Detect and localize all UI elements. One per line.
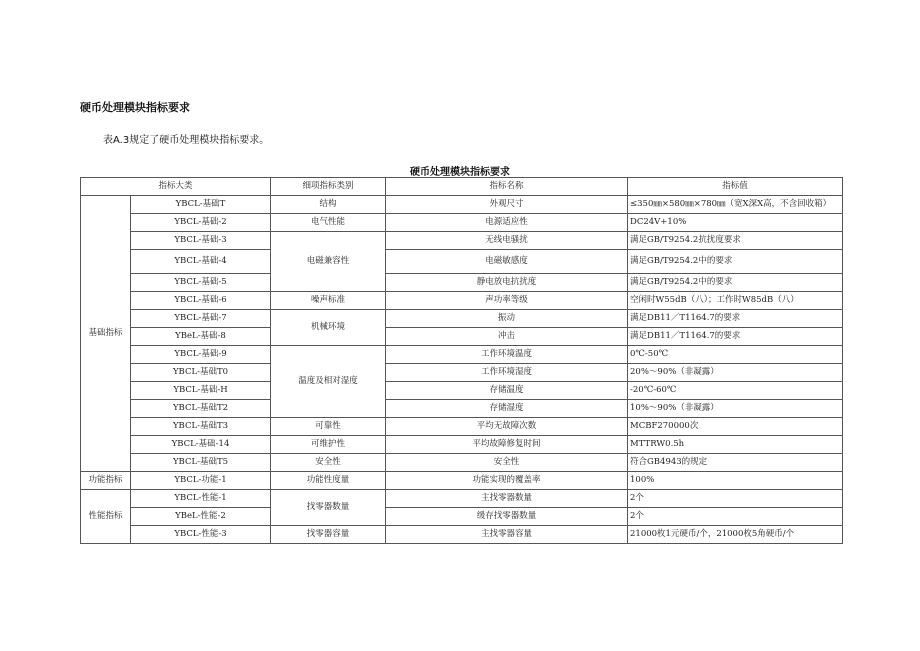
row-value: 满足GB/T9254.2中的要求 [628,250,843,274]
table-row [81,472,843,490]
table-row [81,214,843,232]
header-category: 指标大类 [81,178,271,196]
row-subcategory: 电磁兼容性 [271,232,386,292]
table-row [81,250,843,274]
row-value: 0℃-50℃ [628,346,843,364]
row-name: 外观尺寸 [386,196,628,214]
table-row [81,232,843,250]
row-subcategory: 找零器容量 [271,526,386,544]
row-subcategory: 可靠性 [271,418,386,436]
group-basic: 基础指标 [81,196,131,472]
section-heading: 硬币处理模块指标要求 [80,101,190,114]
row-value: 20%～90%（非凝露） [628,364,843,382]
row-code: YBCL-功能-1 [131,472,271,490]
row-code: YBCL-基础-H [131,382,271,400]
row-value: 100% [628,472,843,490]
row-subcategory: 可维护性 [271,436,386,454]
row-code: YBeL-性能-2 [131,508,271,526]
spec-table [80,177,843,544]
row-code: YBeL-基础-8 [131,328,271,346]
row-code: YBCL-基础-7 [131,310,271,328]
row-value: MCBF270000次 [628,418,843,436]
header-indicator-value: 指标值 [628,178,843,196]
table-row [81,400,843,418]
row-value: ≤350㎜×580㎜×780㎜（宽X深X高，不含回收箱） [628,196,843,214]
row-code: YBCL-基础T [131,196,271,214]
row-subcategory: 机械环境 [271,310,386,346]
row-name: 工作环境温度 [386,346,628,364]
row-code: YBCL-基础T2 [131,400,271,418]
row-name: 主找零器容量 [386,526,628,544]
row-value: 满足DB11／T1164.7的要求 [628,328,843,346]
row-value: 10%～90%（非凝露） [628,400,843,418]
row-value: 空闲时W55dB（八）；工作时W85dB（八） [628,292,843,310]
row-subcategory: 电气性能 [271,214,386,232]
row-code: YBCL-基础T5 [131,454,271,472]
table-header-row [81,178,843,196]
header-indicator-name: 指标名称 [386,178,628,196]
table-row [81,364,843,382]
row-subcategory: 噪声标准 [271,292,386,310]
row-value: -20℃-60℃ [628,382,843,400]
row-value: 2个 [628,490,843,508]
table-row [81,508,843,526]
row-value: DC24V+10% [628,214,843,232]
header-subcategory: 细项指标类别 [271,178,386,196]
row-value: 符合GB4943的规定 [628,454,843,472]
row-code: YBCL-基础T0 [131,364,271,382]
table-row [81,292,843,310]
row-value: 满足GB/T9254.2抗扰度要求 [628,232,843,250]
row-name: 振动 [386,310,628,328]
row-subcategory: 功能性度量 [271,472,386,490]
table-row [81,274,843,292]
row-name: 主找零器数量 [386,490,628,508]
group-function: 功能指标 [81,472,131,490]
row-code: YBCL-性能-1 [131,490,271,508]
table-row [81,328,843,346]
row-value: 2个 [628,508,843,526]
row-code: YBCL-基础-9 [131,346,271,364]
row-name: 存储湿度 [386,400,628,418]
row-name: 安全性 [386,454,628,472]
row-name: 静电放电抗扰度 [386,274,628,292]
group-performance: 性能指标 [81,490,131,544]
table-row [81,490,843,508]
row-code: YBCL-基础-2 [131,214,271,232]
row-name: 声功率等级 [386,292,628,310]
row-value: 21000枚1元硬币/个，21000枚5角硬币/个 [628,526,843,544]
table-row [81,436,843,454]
row-name: 电磁敏感度 [386,250,628,274]
table-row [81,346,843,364]
row-code: YBCL-基础-3 [131,232,271,250]
table-row [81,526,843,544]
row-name: 无线电骚扰 [386,232,628,250]
row-value: 满足GB/T9254.2中的要求 [628,274,843,292]
row-code: YBCL-基础-6 [131,292,271,310]
row-name: 功能实现的覆盖率 [386,472,628,490]
row-code: YBCL-基础T3 [131,418,271,436]
row-code: YBCL-基础-5 [131,274,271,292]
row-subcategory: 找零器数量 [271,490,386,526]
row-subcategory: 安全性 [271,454,386,472]
table-row [81,418,843,436]
row-code: YBCL-性能-3 [131,526,271,544]
table-row [81,382,843,400]
row-name: 冲击 [386,328,628,346]
row-subcategory: 温度及相对湿度 [271,346,386,418]
row-value: 满足DB11／T1164.7的要求 [628,310,843,328]
row-name: 存储温度 [386,382,628,400]
table-row [81,196,843,214]
row-code: YBCL-基础-14 [131,436,271,454]
row-name: 缓存找零器数量 [386,508,628,526]
row-name: 电源适应性 [386,214,628,232]
table-row [81,310,843,328]
intro-text: 表A.3规定了硬币处理模块指标要求。 [103,135,270,146]
row-value: MTTRW0.5h [628,436,843,454]
row-name: 工作环境湿度 [386,364,628,382]
table-row [81,454,843,472]
row-subcategory: 结构 [271,196,386,214]
row-code: YBCL-基础-4 [131,250,271,274]
table-caption: 硬币处理模块指标要求 [410,167,510,178]
row-name: 平均无故障次数 [386,418,628,436]
row-name: 平均故障修复时间 [386,436,628,454]
